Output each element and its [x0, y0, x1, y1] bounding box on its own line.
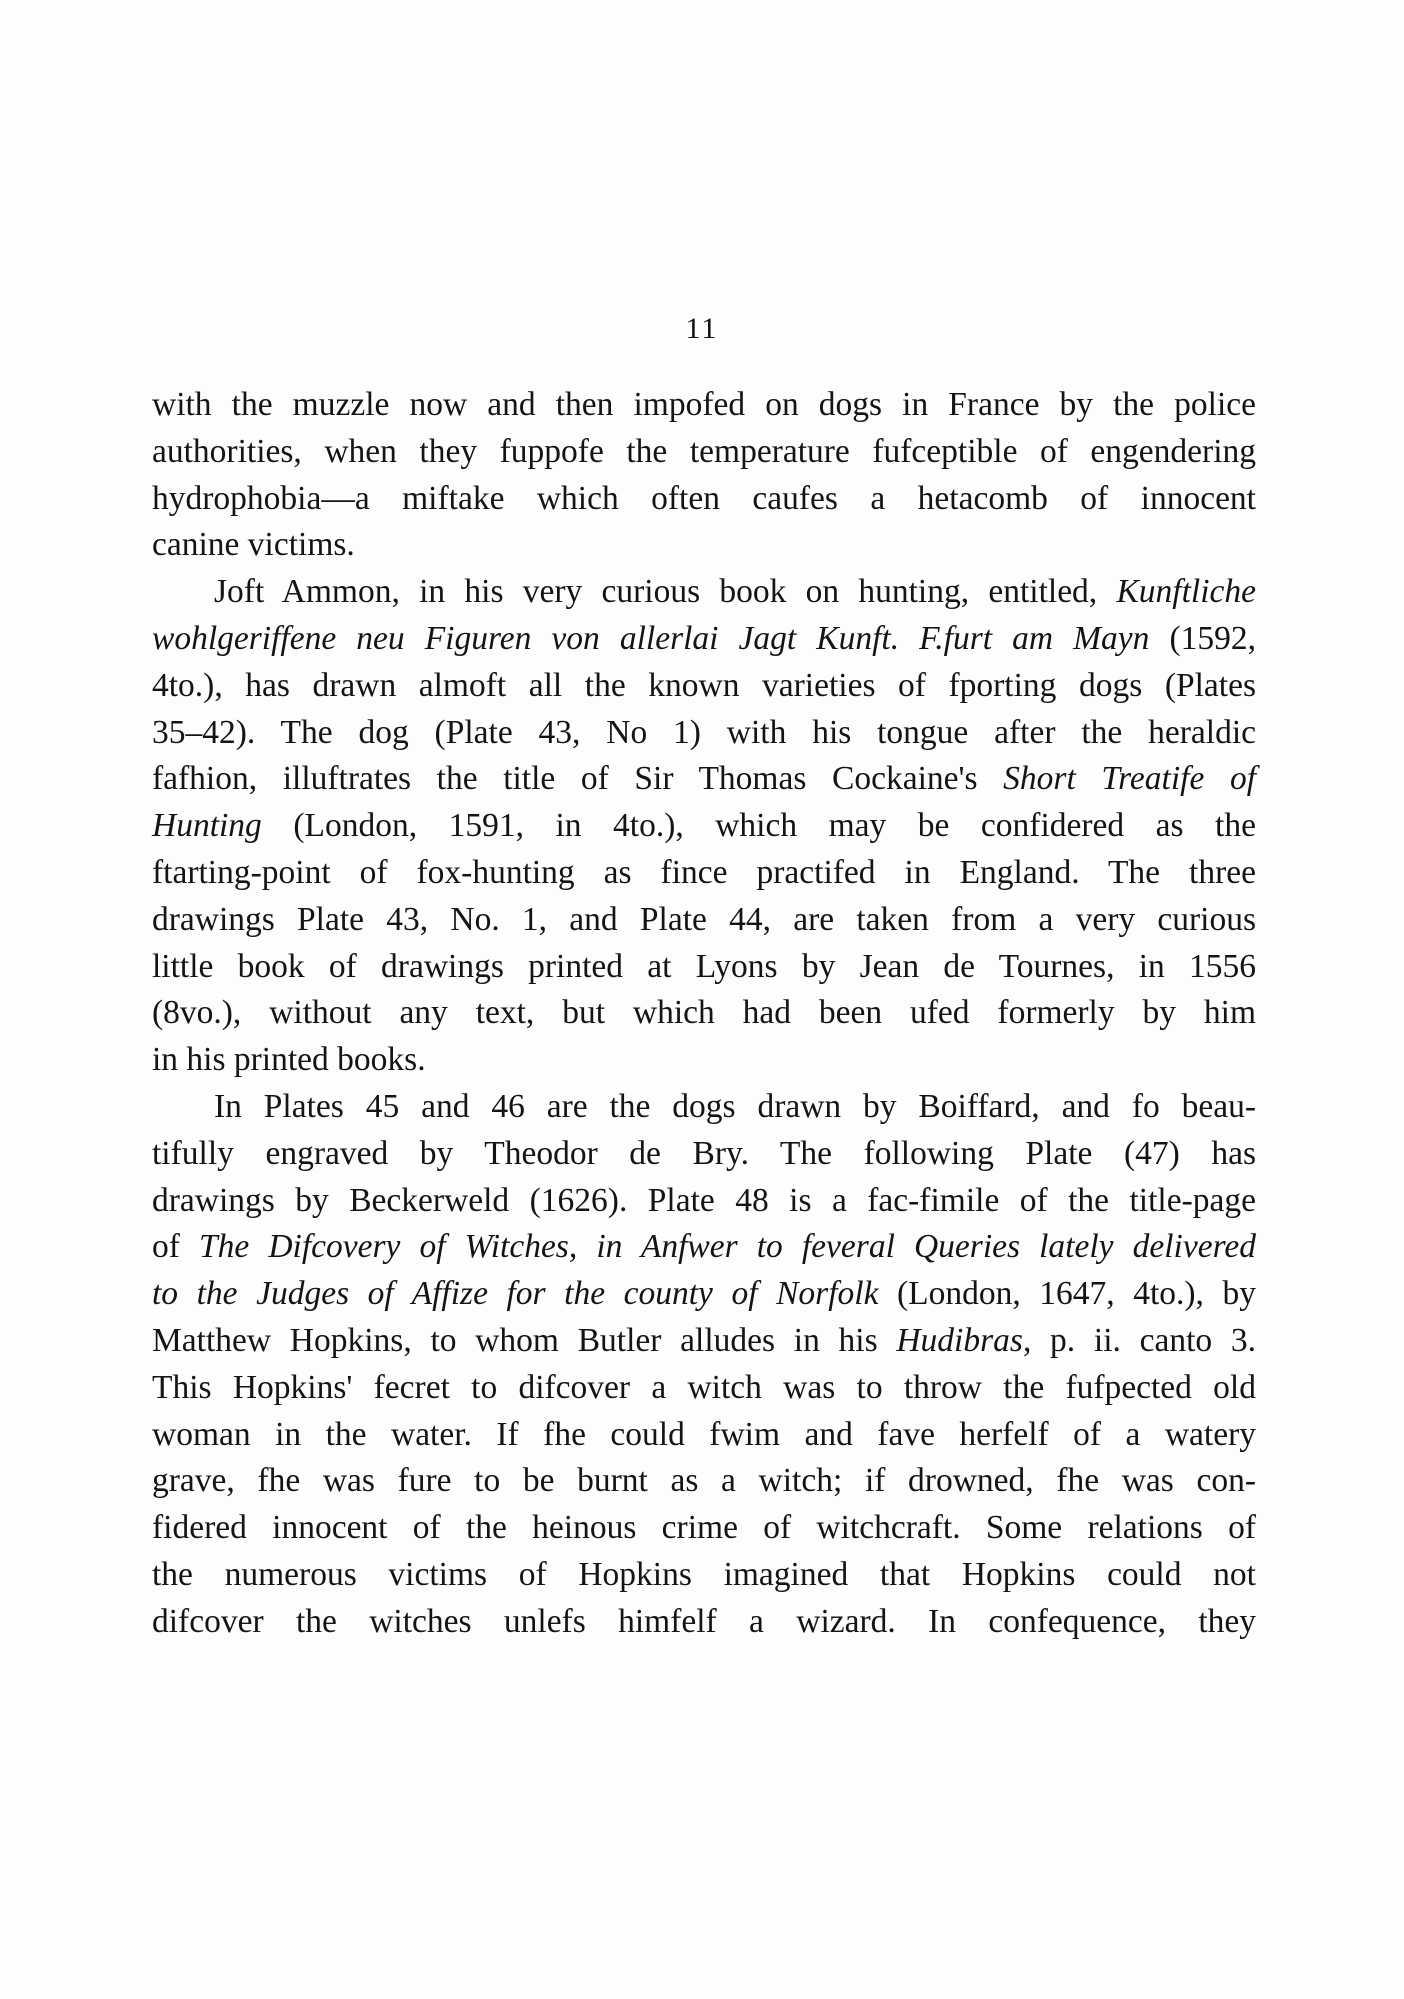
paragraph: [152, 1084, 1256, 1646]
text-line: drawings by Beckerweld (1626). Plate 48 is a fac-fimile of the title-page: [152, 1181, 1256, 1219]
text-line: Hunting (London, 1591, in 4to.), which may be confidered as the: [152, 807, 1256, 845]
text-line: fafhion, illuftrates the title of Sir Thomas Cockaine's Short Treatife of: [152, 760, 1256, 798]
paragraph: [152, 382, 1256, 569]
paragraph: [152, 569, 1256, 1084]
text-line: Matthew Hopkins, to whom Butler alludes in his Hudibras, p. ii. canto 3.: [152, 1321, 1256, 1359]
text-line: drawings Plate 43, No. 1, and Plate 44, are taken from a very curious: [152, 900, 1256, 938]
text-line: the numerous victims of Hopkins imagined that Hopkins could not: [152, 1555, 1256, 1593]
text-line: authorities, when they fuppofe the temperature fufceptible of engendering: [152, 432, 1256, 470]
text-line: to the Judges of Affize for the county of Norfolk (London, 1647, 4to.), by: [152, 1275, 1256, 1313]
text-line: Joft Ammon, in his very curious book on hunting, entitled, Kunftliche: [214, 573, 1256, 611]
text-line: with the muzzle now and then impofed on dogs in France by the police: [152, 386, 1256, 423]
text-line: hydrophobia—a miftake which often caufes a hetacomb of innocent: [152, 479, 1256, 517]
text-line: wohlgeriffene neu Figuren von allerlai Jagt Kunft. F.furt am Mayn (1592,: [152, 619, 1256, 657]
text-line: grave, fhe was fure to be burnt as a witch; if drowned, fhe was con-: [152, 1462, 1256, 1500]
text-line: tifully engraved by Theodor de Bry. The following Plate (47) has: [152, 1134, 1256, 1172]
text-line: In Plates 45 and 46 are the dogs drawn by Boiffard, and fo beau-: [214, 1087, 1256, 1125]
page-number: 11: [685, 312, 719, 345]
text-line: canine victims.: [152, 526, 355, 564]
text-line: This Hopkins' fecret to difcover a witch was to throw the fufpected old: [152, 1368, 1256, 1406]
text-line: fidered innocent of the heinous crime of witchcraft. Some relations of: [152, 1509, 1256, 1547]
text-line: little book of drawings printed at Lyons by Jean de Tournes, in 1556: [152, 947, 1256, 985]
text-line: ftarting-point of fox-hunting as fince practifed in England. The three: [152, 853, 1256, 891]
body-text: [152, 382, 1256, 1646]
text-line: woman in the water. If fhe could fwim and fave herfelf of a watery: [152, 1415, 1256, 1453]
text-line: difcover the witches unlefs himfelf a wizard. In confequence, they: [152, 1602, 1256, 1640]
text-line: of The Difcovery of Witches, in Anfwer to feveral Queries lately delivered: [152, 1228, 1257, 1266]
text-line: in his printed books.: [152, 1041, 426, 1079]
text-line: (8vo.), without any text, but which had been ufed formerly by him: [152, 994, 1256, 1032]
text-line: 35–42). The dog (Plate 43, No 1) with his tongue after the heraldic: [152, 713, 1256, 751]
text-line: 4to.), has drawn almoft all the known varieties of fporting dogs (Plates: [152, 666, 1256, 704]
